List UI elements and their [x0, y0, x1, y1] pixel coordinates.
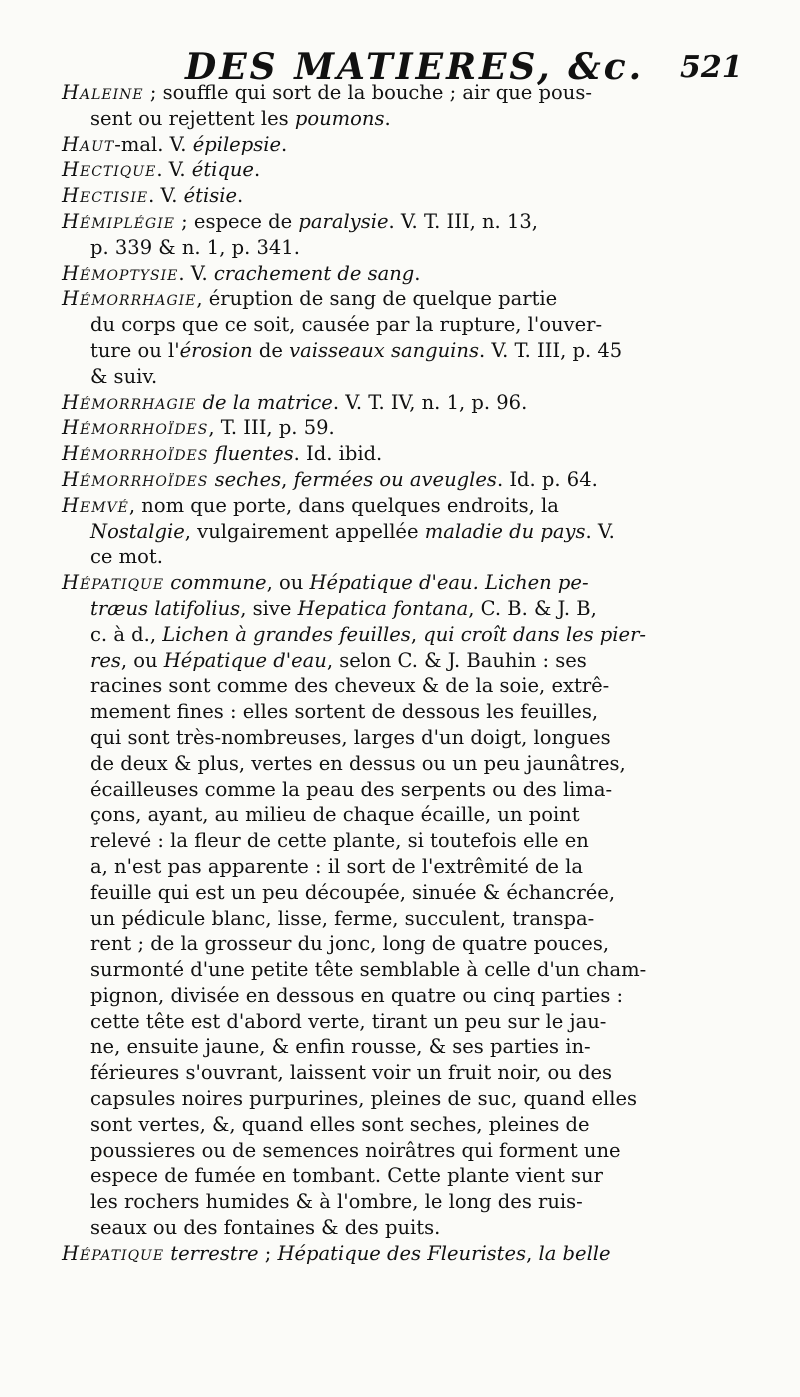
entry-italic-text: la belle	[538, 1241, 611, 1265]
entry-continuation-line	[62, 906, 762, 932]
entry-italic-text: Lichen à grandes feuilles	[162, 622, 411, 646]
entry-headword: Hémorrhagie	[62, 287, 197, 311]
entry-italic-text: seches	[214, 467, 282, 491]
entry-text: ,	[410, 622, 424, 646]
entry-text: , selon C. & J. Bauhin : ses	[326, 648, 587, 672]
index-entry	[62, 390, 762, 416]
entry-continuation-line	[62, 880, 762, 906]
entry-headword: Hectique	[62, 158, 157, 182]
entry-continuation-line	[62, 983, 762, 1009]
entry-text: . V.	[178, 261, 214, 285]
entry-continuation-line	[62, 1112, 762, 1138]
entry-text: racines sont comme des cheveux & de la soie, extrê-	[90, 674, 610, 698]
entry-text: , nom que porte, dans quelques endroits, la	[128, 493, 559, 517]
entry-continuation-line	[62, 1060, 762, 1086]
entry-first-line	[62, 209, 762, 235]
index-entry	[62, 286, 762, 389]
entry-continuation-line	[62, 235, 762, 261]
entry-text: seaux ou des fontaines & des puits.	[90, 1216, 441, 1240]
entry-text: surmonté d'une petite tête semblable à celle d'un cham-	[90, 958, 647, 982]
entry-italic-text: Hepatica fontana	[297, 596, 469, 620]
entry-headword: Hémiplégie	[62, 209, 175, 233]
entry-text: ,	[281, 467, 294, 491]
index-entry	[62, 467, 762, 493]
entry-text: , ou	[120, 648, 164, 672]
entry-italic-text: paralysie	[298, 209, 389, 233]
entry-continuation-line	[62, 699, 762, 725]
entry-text: . V. T. III, p. 45	[479, 338, 623, 362]
entry-continuation-line	[62, 854, 762, 880]
entry-italic-text: érosion	[179, 338, 253, 362]
entry-text: . Id. p. 64.	[496, 467, 598, 491]
entry-continuation-line	[62, 1086, 762, 1112]
index-entry	[62, 415, 762, 441]
entry-text: , C. B. & J. B,	[468, 596, 597, 620]
index-entry	[62, 209, 762, 261]
entry-italic-text: Hépatique d'eau. Lichen pe-	[309, 571, 589, 595]
entry-text: de deux & plus, vertes en dessus ou un peu jaunâtres,	[90, 751, 626, 775]
entry-text: .	[281, 132, 288, 156]
entry-continuation-line	[62, 957, 762, 983]
entry-text: ,	[526, 1241, 539, 1265]
entry-italic-text: épilepsie	[192, 132, 281, 156]
entry-text: écailleuses comme la peau des serpents ou des lima-	[90, 777, 613, 801]
entry-text: ne, ensuite jaune, & enfin rousse, & ses parties in-	[90, 1035, 591, 1059]
index-entry	[62, 570, 762, 1241]
entry-continuation-line	[62, 802, 762, 828]
entry-text: . V. T. III, n. 13,	[388, 209, 538, 233]
entry-text: les rochers humides & à l'ombre, le long des ruis-	[90, 1190, 583, 1214]
entry-first-line	[62, 183, 762, 209]
entry-continuation-line	[62, 1215, 762, 1241]
entry-first-line	[62, 132, 762, 158]
entry-text: .	[414, 261, 421, 285]
entry-continuation-line	[62, 828, 762, 854]
index-entries	[62, 80, 762, 1267]
entry-text: feuille qui est un peu découpée, sinuée & échancrée,	[90, 880, 616, 904]
entry-italic-text: qui croît dans les pier-	[423, 622, 646, 646]
entry-text: ; espece de	[174, 209, 299, 233]
entry-text: , sive	[240, 596, 298, 620]
entry-text: çons, ayant, au milieu de chaque écaille, un point	[90, 803, 580, 827]
entry-text: cette tête est d'abord verte, tirant un peu sur le jau-	[90, 1009, 607, 1033]
entry-continuation-line	[62, 622, 762, 648]
entry-headword: Haleine	[62, 81, 144, 104]
index-entry	[62, 183, 762, 209]
entry-italic-text: træus latifolius	[90, 596, 241, 620]
entry-headword: Hépatique	[62, 571, 165, 595]
entry-italic-text: commune	[170, 571, 267, 595]
entry-text: sont vertes, &, quand elles sont seches, pleines de	[90, 1112, 590, 1136]
entry-continuation-line	[62, 596, 762, 622]
entry-italic-text: Hépatique d'eau	[163, 648, 327, 672]
entry-first-line	[62, 286, 762, 312]
entry-text: . V. T. IV, n. 1, p. 96.	[332, 390, 528, 414]
entry-first-line	[62, 415, 762, 441]
entry-text: , ou	[266, 571, 310, 595]
entry-continuation-line	[62, 931, 762, 957]
entry-text: & suiv.	[90, 364, 158, 388]
entry-text: un pédicule blanc, lisse, ferme, succulent, transpa-	[90, 906, 595, 930]
entry-text: ce mot.	[90, 545, 163, 569]
entry-headword: Hectisie	[62, 184, 149, 208]
entry-text: de	[252, 338, 290, 362]
entry-text: . V.	[156, 158, 192, 182]
entry-text: ; souffle qui sort de la bouche ; air que pous-	[143, 81, 592, 104]
entry-text: ture ou l'	[90, 338, 180, 362]
entry-text: . V.	[148, 184, 184, 208]
entry-first-line	[62, 570, 762, 596]
entry-continuation-line	[62, 648, 762, 674]
entry-first-line	[62, 467, 762, 493]
entry-italic-text: étisie	[183, 184, 238, 208]
entry-text: pignon, divisée en dessous en quatre ou cinq parties :	[90, 983, 624, 1007]
entry-text: a, n'est pas apparente : il sort de l'extrêmité de la	[90, 854, 584, 878]
entry-headword: Hémorrhagie	[62, 390, 197, 414]
entry-headword: Hémorrhoïdes	[62, 416, 209, 440]
entry-text: poussieres ou de semences noirâtres qui forment une	[90, 1138, 621, 1162]
entry-text: rent ; de la grosseur du jonc, long de quatre pouces,	[90, 932, 610, 956]
entry-text: c. à d.,	[90, 622, 163, 646]
entry-text: .	[384, 106, 391, 130]
entry-italic-text: Hépatique des Fleuristes	[277, 1241, 527, 1265]
entry-italic-text: terrestre	[170, 1241, 259, 1265]
entry-continuation-line	[62, 106, 762, 132]
entry-text: -mal. V.	[114, 132, 193, 156]
entry-continuation-line	[62, 1009, 762, 1035]
entry-headword: Hémorrhoïdes	[62, 442, 209, 466]
entry-headword: Hépatique	[62, 1241, 165, 1265]
entry-headword: Hémorrhoïdes	[62, 467, 209, 491]
entry-italic-text: crachement de sang	[213, 261, 415, 285]
entry-continuation-line	[62, 725, 762, 751]
running-head: DES MATIERES, &c.	[185, 46, 645, 88]
entry-continuation-line	[62, 519, 762, 545]
entry-text: , T. III, p. 59.	[208, 416, 335, 440]
index-entry	[62, 1241, 762, 1267]
entry-headword: Hémoptysie	[62, 261, 179, 285]
entry-continuation-line	[62, 364, 762, 390]
entry-first-line	[62, 390, 762, 416]
entry-first-line	[62, 441, 762, 467]
entry-first-line	[62, 1241, 762, 1267]
entry-italic-text: vaisseaux sanguins	[289, 338, 479, 362]
entry-italic-text: fermées ou aveugles	[293, 467, 497, 491]
index-entry	[62, 157, 762, 183]
entry-text: espece de fumée en tombant. Cette plante vient sur	[90, 1164, 603, 1188]
entry-continuation-line	[62, 1034, 762, 1060]
page-number: 521	[680, 50, 743, 85]
entry-text: du corps que ce soit, causée par la rupture, l'ouver-	[90, 313, 603, 337]
entry-italic-text: maladie du pays	[424, 519, 586, 543]
entry-first-line	[62, 157, 762, 183]
entry-continuation-line	[62, 1163, 762, 1189]
entry-first-line	[62, 80, 762, 106]
entry-text: p. 339 & n. 1, p. 341.	[90, 235, 300, 259]
entry-text: .	[253, 158, 261, 182]
entry-italic-text: Nostalgie	[90, 519, 185, 543]
entry-text: , éruption de sang de quelque partie	[196, 287, 558, 311]
entry-first-line	[62, 493, 762, 519]
entry-text: mement fines : elles sortent de dessous les feuilles,	[90, 700, 599, 724]
entry-headword: Hemvé	[62, 493, 129, 517]
entry-continuation-line	[62, 338, 762, 364]
entry-continuation-line	[62, 751, 762, 777]
entry-continuation-line	[62, 673, 762, 699]
entry-text: ;	[258, 1241, 278, 1265]
entry-continuation-line	[62, 544, 762, 570]
entry-first-line	[62, 261, 762, 287]
entry-text: qui sont très-nombreuses, larges d'un doigt, longues	[90, 725, 611, 749]
entry-continuation-line	[62, 777, 762, 803]
index-entry	[62, 132, 762, 158]
entry-italic-text: res	[90, 648, 121, 672]
index-entry	[62, 493, 762, 570]
entry-italic-text: fluentes	[214, 442, 294, 466]
entry-text: sent ou rejettent les	[90, 106, 295, 130]
entry-text: férieures s'ouvrant, laissent voir un fruit noir, ou des	[90, 1061, 612, 1085]
index-entry	[62, 441, 762, 467]
entry-continuation-line	[62, 1138, 762, 1164]
entry-italic-text: de la matrice	[202, 390, 333, 414]
entry-text: relevé : la fleur de cette plante, si toutefois elle en	[90, 829, 589, 853]
index-entry	[62, 261, 762, 287]
entry-italic-text: étique	[191, 158, 254, 182]
entry-text: . Id. ibid.	[293, 442, 383, 466]
entry-text: . V.	[585, 519, 615, 543]
entry-continuation-line	[62, 312, 762, 338]
entry-headword: Haut	[62, 132, 115, 156]
index-entry	[62, 80, 762, 132]
entry-text: .	[237, 184, 244, 208]
entry-text: capsules noires purpurines, pleines de suc, quand elles	[90, 1087, 638, 1111]
entry-italic-text: poumons	[294, 106, 385, 130]
entry-continuation-line	[62, 1189, 762, 1215]
entry-text: , vulgairement appellée	[184, 519, 425, 543]
